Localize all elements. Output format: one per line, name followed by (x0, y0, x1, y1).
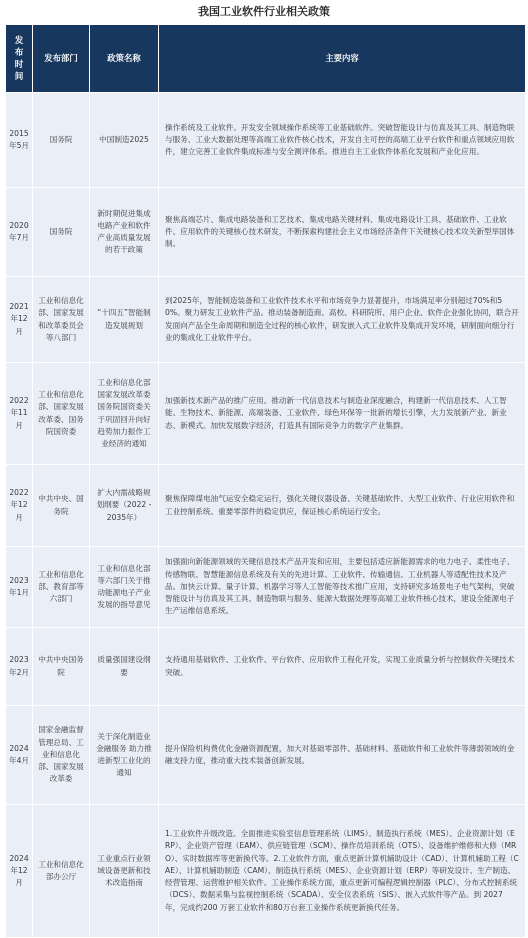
cell-department: 工业和信息化部、教育部等六部门 (33, 547, 89, 627)
cell-policy-name: 中国制造2025 (90, 93, 158, 187)
cell-time: 2015年5月 (6, 93, 32, 187)
cell-policy-name: 关于深化制造业金融服务 助力推进新型工业化的通知 (90, 706, 158, 804)
policy-table (5, 24, 526, 938)
cell-time: 2020年7月 (6, 188, 32, 276)
cell-department: 中共中央、国务院 (33, 465, 89, 546)
cell-department: 工业和信息化部、国家发展和改革委员会等八部门 (33, 277, 89, 362)
cell-content: 聚焦高端芯片、集成电路装备和工艺技术、集成电路关键材料、集成电路设计工具、基础软件、工业软件、应用软件的关键核心技术研发，不断探索构建社会主义市场经济条件下关键核心技术攻关新型举国体制。 (159, 188, 525, 276)
cell-policy-name: 质量强国建设纲要 (90, 628, 158, 705)
cell-time: 2022年11月 (6, 363, 32, 464)
table-header-row (6, 25, 525, 92)
header-content: 主要内容 (159, 25, 525, 92)
cell-department: 国家金融监督管理总局、工业和信息化部、国家发展改革委 (33, 706, 89, 804)
cell-department: 工业和信息化部、国家发展改革委、国务院国资委 (33, 363, 89, 464)
table-row (6, 188, 525, 276)
table-row (6, 706, 525, 804)
cell-time: 2021年12月 (6, 277, 32, 362)
table-row (6, 805, 525, 937)
header-department: 发布部门 (33, 25, 89, 92)
page-title: 我国工业软件行业相关政策 (198, 5, 330, 18)
table-row (6, 628, 525, 705)
cell-time: 2024年12月 (6, 805, 32, 937)
table-row (6, 93, 525, 187)
cell-content: 聚焦保障煤电油气运安全稳定运行，强化关键仪器设备、关键基础软件、大型工业软件、行业应用软件和工业控制系统、重要零部件的稳定供应，保证核心系统运行安全。 (159, 465, 525, 546)
header-time: 发布时间 (6, 25, 32, 92)
cell-content: 支持通用基础软件、工业软件、平台软件、应用软件工程化开发，实现工业质量分析与控制软件关键技术突破。 (159, 628, 525, 705)
header-policy-name: 政策名称 (90, 25, 158, 92)
cell-content: 加强面向新能源领域的关键信息技术产品开发和应用，主要包括适应新能源需求的电力电子、柔性电子、传感物联、智慧能源信息系统及有关的先进计算、工业软件、传输通信、工业机器人等适配性技术及产品。加快云计算、量子计算、机器学习等人工智能等技术推广应用，支持研究多场景电子电气架构，突破智能设计与仿真及其工具、制造物联与服务、能源大数据处理等高端工业软件核心技术，建设全能源电子生产运维信息系统。 (159, 547, 525, 627)
cell-policy-name: 工业和信息化部 国家发展改革委 国务院国资委关于巩固回升向好趋势加力振作工业经济的通知 (90, 363, 158, 464)
cell-department: 工业和信息化部办公厅 (33, 805, 89, 937)
cell-content: 加强新技术新产品的推广应用。推动新一代信息技术与制造业深度融合，构建新一代信息技术、人工智能、生物技术、新能源、高端装备、工业软件、绿色环保等一批新的增长引擎，大力发展新产业、新业态、新模式。加快发展数字经济，打造具有国际竞争力的数字产业集群。 (159, 363, 525, 464)
table-row (6, 547, 525, 627)
cell-time: 2024年4月 (6, 706, 32, 804)
cell-content: 操作系统及工业软件。开发安全领域操作系统等工业基础软件。突破智能设计与仿真及其工具、制造物联与服务、工业大数据处理等高端工业软件核心技术，开发自主可控的高端工业平台软件和重点领域应用软件，建立完善工业软件集成标准与安全测评体系。推进自主工业软件体系化发展和产业化应用。 (159, 93, 525, 187)
cell-content: 提升保险机构费优化金融资源配置，加大对基础零部件、基础材料、基础软件和工业软件等薄弱领域的金融支持力度，推动重大技术装备创新发展。 (159, 706, 525, 804)
cell-content: 1.工业软件升级改造。全面推进实验室信息管理系统（LIMS）、制造执行系统（MES）、企业资源计划（ERP）、企业资产管理（EAM）、供应链管理（SCM）、操作员培训系统（OTS）、设备维护维修和大修（MRO）、实时数据库等更新换代等。2.工业软件方面，重点更新计算机辅助设计（CAD）、计算机辅助工程（CAE）、计算机辅助制造（CAM）、制造执行系统（MES）、企业资源计划（ERP）等研发设计、生产制造、经营管理、运营维护相关软件。工业操作系统方面，重点更新可编程逻辑控制器（PLC）、分布式控制系统（DCS）、数据采集与监视控制系统（SCADA）、安全仪表系统（SIS）、嵌入式软件等产品。到 2027 年，完成约200 万套工业软件和80万台套工业操作系统更新换代任务。 (159, 805, 525, 937)
cell-time: 2023年2月 (6, 628, 32, 705)
cell-department: 国务院 (33, 188, 89, 276)
cell-department: 中共中央国务院 (33, 628, 89, 705)
cell-content: 到2025年，智能制造装备和工业软件技术水平和市场竞争力显著提升，市场满足率分别超过70%和50%。聚力研发工业软件产品。推动装备制造商、高校、科研院所、用户企业、软件企业强化协同，联合开发面向产品全生命周期和制造全过程的核心软件，研发嵌入式工业软件及集成开发环境，研制面向细分行业的集成化工业软件平台。 (159, 277, 525, 362)
table-row (6, 277, 525, 362)
cell-time: 2022年12月 (6, 465, 32, 546)
cell-policy-name: 工业重点行业领域设备更新和技术改造指南 (90, 805, 158, 937)
cell-department: 国务院 (33, 93, 89, 187)
cell-policy-name: 扩大内需战略规划纲要（2022 - 2035年） (90, 465, 158, 546)
cell-policy-name: 工业和信息化部等六部门关于推动能源电子产业发展的指导意见 (90, 547, 158, 627)
table-row (6, 363, 525, 464)
cell-time: 2023年1月 (6, 547, 32, 627)
cell-policy-name: “十四五”智能制造发展规划 (90, 277, 158, 362)
cell-policy-name: 新时期促进集成电路产业和软件产业高质量发展的若干政策 (90, 188, 158, 276)
table-row (6, 465, 525, 546)
